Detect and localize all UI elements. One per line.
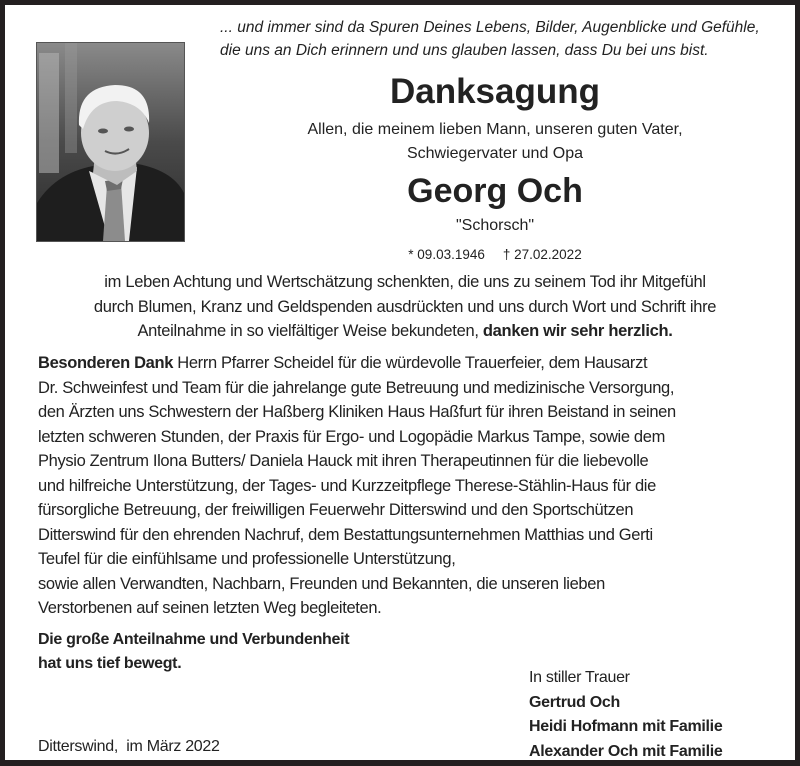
special-thanks-line: Verstorbenen auf seinen letzten Weg begleiteten.	[38, 599, 382, 617]
thanks-paragraph	[25, 270, 785, 344]
special-thanks-line	[38, 351, 783, 376]
intro-line-1: Allen, die meinem lieben Mann, unseren guten Vater,	[307, 121, 683, 138]
special-thanks-line: Teufel für die einfühlsame und professionelle Unterstützung,	[38, 550, 456, 568]
special-thanks-line: fürsorgliche Betreuung, der freiwilligen Feuerwehr Ditterswind und den Sportschützen	[38, 501, 634, 519]
memorial-quote	[220, 16, 780, 62]
quote-line-1: ... und immer sind da Spuren Deines Lebens, Bilder, Augenblicke und Gefühle,	[220, 19, 760, 36]
special-thanks-text: Herrn Pfarrer Scheidel für die würdevolle Trauerfeier, dem Hausarzt	[173, 354, 648, 372]
death-date: † 27.02.2022	[502, 247, 582, 262]
special-thanks-paragraph	[38, 351, 783, 621]
deceased-nickname: "Schorsch"	[455, 217, 535, 234]
thanks-line-3	[25, 319, 785, 344]
closing-statement	[38, 628, 438, 676]
special-thanks-line: sowie allen Verwandten, Nachbarn, Freunden und Bekannten, die unseren lieben	[38, 574, 605, 593]
special-thanks-line: Ditterswind für den ehrenden Nachruf, dem Bestattungsunternehmen Matthias und Gerti	[38, 525, 653, 544]
deceased-name: Georg Och	[407, 172, 583, 210]
special-thanks-line: Physio Zentrum Ilona Butters/ Daniela Hauck mit ihren Therapeutinnen für die liebevolle	[38, 452, 649, 470]
portrait-photo	[36, 42, 185, 242]
special-thanks-line: letzten schweren Stunden, der Praxis für Ergo- und Logopädie Markus Tampe, sowie dem	[38, 427, 665, 446]
mourners-signature	[529, 666, 722, 764]
thanks-emphasis: danken wir sehr herzlich.	[482, 322, 673, 340]
portrait-image-icon	[37, 43, 184, 241]
quote-line-2: die uns an Dich erinnern und uns glauben lassen, dass Du bei uns bist.	[220, 42, 709, 59]
closing-line-1: Die große Anteilnahme und Verbundenheit	[38, 631, 350, 648]
mourner-name: Alexander Och mit Familie	[529, 742, 723, 760]
special-thanks-lead: Besonderen Dank	[38, 354, 174, 372]
birth-date: * 09.03.1946	[408, 247, 485, 262]
mourner-name: Heidi Hofmann mit Familie	[529, 718, 723, 735]
thanks-line-3-text: Anteilnahme in so vielfältiger Weise bekundeten,	[137, 322, 483, 340]
special-thanks-line: den Ärzten uns Schwestern der Haßberg Kliniken Haus Haßfurt für ihren Beistand in seinen	[38, 403, 676, 421]
notice-title: Danksagung	[389, 72, 601, 111]
thanks-line-1: im Leben Achtung und Wertschätzung schenkten, die uns zu seinem Tod ihr Mitgefühl	[104, 273, 706, 291]
special-thanks-line: und hilfreiche Unterstützung, der Tages- und Kurzzeitpflege Therese-Stählin-Haus für die	[38, 476, 656, 495]
special-thanks-line: Dr. Schweinfest und Team für die jahrelange gute Betreuung und medizinische Versorgung,	[38, 378, 675, 397]
mourners-lead: In stiller Trauer	[529, 669, 630, 686]
life-dates	[205, 246, 785, 264]
intro-line-2: Schwiegervater und Opa	[406, 145, 584, 162]
place-and-date: Ditterswind, im März 2022	[38, 738, 220, 755]
thanks-line-2: durch Blumen, Kranz und Geldspenden ausdrückten und uns durch Wort und Schrift ihre	[93, 297, 717, 316]
mourner-name: Gertrud Och	[529, 693, 620, 711]
closing-line-2: hat uns tief bewegt.	[38, 655, 182, 672]
